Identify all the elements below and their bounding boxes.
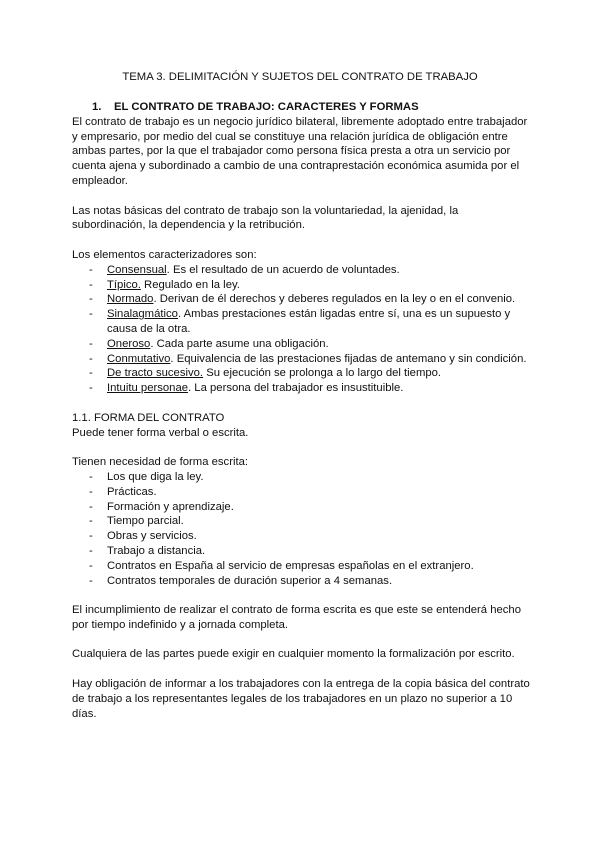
list-dash: - bbox=[89, 559, 93, 572]
list-item bbox=[72, 263, 532, 278]
list-item-text: Prácticas. bbox=[107, 485, 157, 498]
term-description: Regulado en la ley. bbox=[140, 278, 240, 291]
list-dash: - bbox=[89, 352, 93, 365]
term: Típico. bbox=[107, 278, 141, 291]
paragraph-notas: Las notas básicas del contrato de trabajo son la voluntariedad, la ajenidad, la subordinación, la dependencia y la retribución. bbox=[72, 204, 459, 232]
list-dash: - bbox=[89, 382, 93, 395]
term-description: . Cada parte asume una obligación. bbox=[150, 337, 329, 350]
list-dash: - bbox=[89, 574, 93, 587]
paragraph-obligacion: Hay obligación de informar a los trabajadores con la entrega de la copia básica del contrato de trabajo a los representantes legales de los trabajadores en un plazo no superior a 10 días. bbox=[72, 678, 530, 720]
term-description: . Ambas prestaciones están ligadas entre sí, una es un supuesto y causa de la otra. bbox=[107, 308, 511, 335]
document-title: TEMA 3. DELIMITACIÓN Y SUJETOS DEL CONTRATO DE TRABAJO bbox=[122, 71, 478, 83]
term: Normado bbox=[107, 293, 154, 306]
paragraph-escrita-intro: Tienen necesidad de forma escrita: bbox=[72, 456, 249, 469]
list-dash: - bbox=[89, 278, 93, 291]
list-item bbox=[72, 514, 532, 529]
list-item bbox=[72, 307, 532, 337]
list-item bbox=[72, 366, 532, 381]
list-item bbox=[72, 470, 532, 485]
term: Oneroso bbox=[107, 337, 151, 350]
term-description: . Equivalencia de las prestaciones fijadas de antemano y sin condición. bbox=[170, 352, 527, 365]
list-item-text: Obras y servicios. bbox=[107, 530, 197, 543]
term: De tracto sucesivo. bbox=[107, 367, 204, 380]
list-dash: - bbox=[89, 337, 93, 350]
list-item bbox=[72, 559, 532, 574]
list-dash: - bbox=[89, 263, 93, 276]
list-item bbox=[72, 278, 532, 293]
term-description: Su ejecución se prolonga a lo largo del tiempo. bbox=[203, 367, 442, 380]
list-item-text: Los que diga la ley. bbox=[107, 470, 204, 483]
list-dash: - bbox=[89, 293, 93, 306]
term: Consensual bbox=[107, 263, 167, 276]
subsection-heading: 1.1. FORMA DEL CONTRATO bbox=[72, 411, 225, 424]
list-dash: - bbox=[89, 544, 93, 557]
list-item bbox=[72, 485, 532, 500]
term-description: . Es el resultado de un acuerdo de voluntades. bbox=[166, 263, 400, 276]
list-item bbox=[72, 352, 532, 367]
list-dash: - bbox=[89, 470, 93, 483]
section-heading bbox=[72, 100, 532, 115]
list-item-text: Trabajo a distancia. bbox=[107, 544, 206, 557]
list-dash: - bbox=[89, 308, 93, 321]
list-item bbox=[72, 500, 532, 515]
paragraph-definition: El contrato de trabajo es un negocio jurídico bilateral, libremente adoptado entre trabajador y empresario, por medio del cual se constituye una relación jurídica de obligación entre ambas partes, por la que el trabajador como persona física presta a otra un servicio por cuenta ajena y subordinado a cambio de una contraprestación económica asumida por el empleador. bbox=[72, 115, 528, 187]
list-item-text: Formación y aprendizaje. bbox=[107, 500, 234, 513]
term: Conmutativo bbox=[107, 352, 171, 365]
list-dash: - bbox=[89, 485, 93, 498]
list-item bbox=[72, 529, 532, 544]
elementos-list bbox=[72, 263, 532, 396]
section-number: 1. bbox=[92, 101, 102, 113]
list-item bbox=[72, 574, 532, 589]
list-dash: - bbox=[89, 500, 93, 513]
list-item-text: Contratos temporales de duración superior a 4 semanas. bbox=[107, 574, 393, 587]
list-item bbox=[72, 292, 532, 307]
term-description: . Derivan de él derechos y deberes regulados en la ley o en el convenio. bbox=[153, 293, 516, 306]
list-item bbox=[72, 544, 532, 559]
section-heading-text: EL CONTRATO DE TRABAJO: CARACTERES Y FORMAS bbox=[114, 101, 419, 113]
document-body bbox=[72, 100, 532, 721]
paragraph-incumplimiento: El incumplimiento de realizar el contrato de forma escrita es que este se entenderá hecho por tiempo indefinido y a jornada completa. bbox=[72, 604, 521, 631]
forma-escrita-list bbox=[72, 470, 532, 588]
list-item-text: Tiempo parcial. bbox=[107, 515, 184, 528]
term-description: . La persona del trabajador es insustituible. bbox=[188, 382, 404, 395]
list-dash: - bbox=[89, 530, 93, 543]
paragraph-forma: Puede tener forma verbal o escrita. bbox=[72, 426, 249, 439]
list-item bbox=[72, 337, 532, 352]
term: Intuitu personae bbox=[107, 382, 189, 395]
paragraph-elementos-intro: Los elementos caracterizadores son: bbox=[72, 248, 257, 261]
term: Sinalagmático bbox=[107, 308, 178, 321]
list-dash: - bbox=[89, 515, 93, 528]
list-dash: - bbox=[89, 367, 93, 380]
list-item bbox=[72, 381, 532, 396]
paragraph-cualquiera: Cualquiera de las partes puede exigir en cualquier momento la formalización por escrito. bbox=[72, 648, 515, 661]
list-item-text: Contratos en España al servicio de empresas españolas en el extranjero. bbox=[107, 559, 474, 572]
